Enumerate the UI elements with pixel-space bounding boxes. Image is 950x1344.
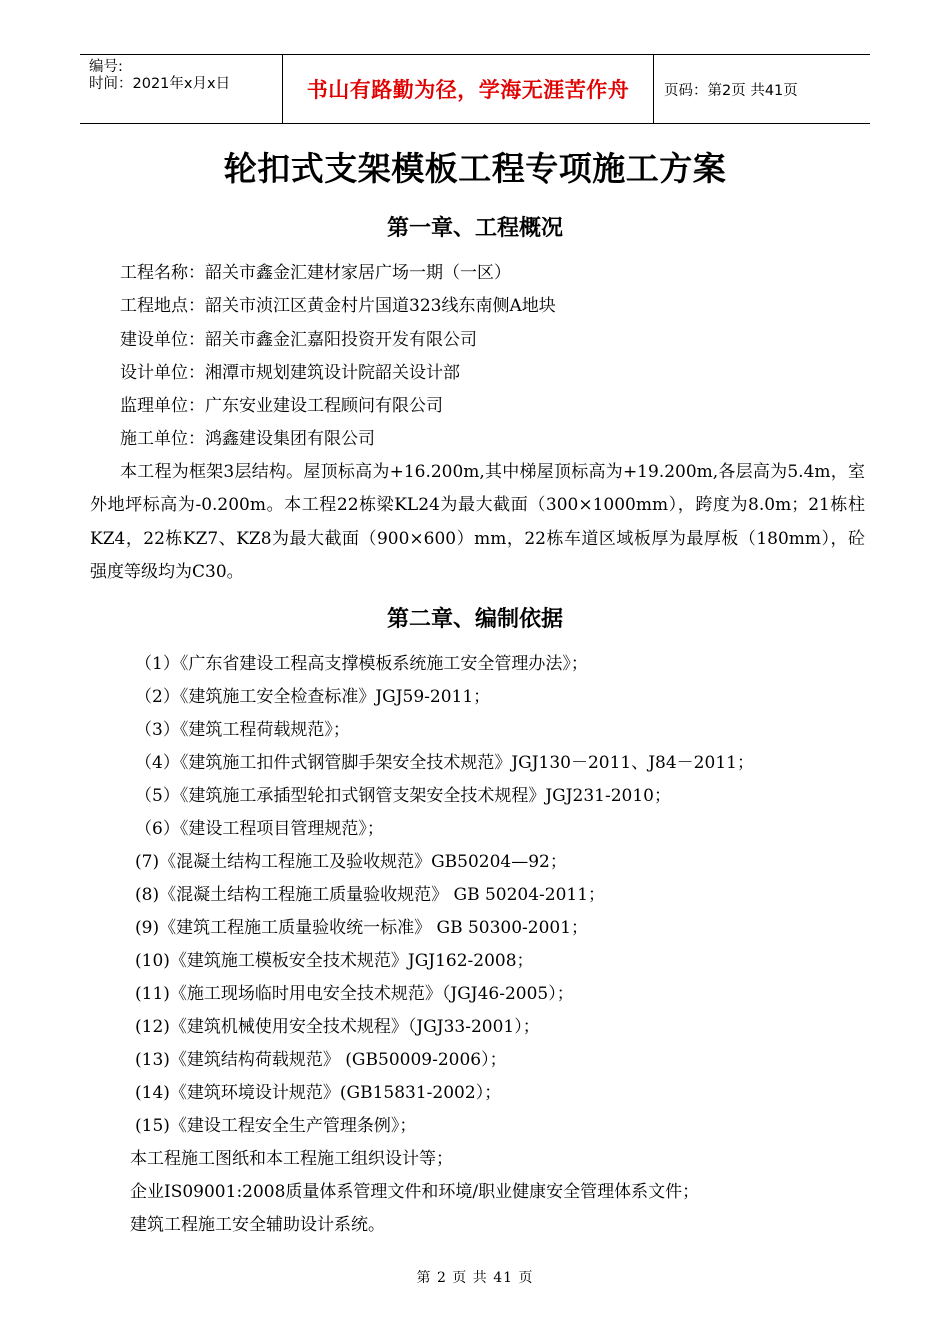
construction-unit: 施工单位：鸿鑫建设集团有限公司	[120, 429, 375, 449]
basis-item: （6）《建设工程项目管理规范》；	[135, 819, 384, 839]
basis-item: (9)《建筑工程施工质量验收统一标准》 GB 50300-2001；	[135, 918, 589, 938]
project-location: 工程地点：韶关市浈江区黄金村片国道323线东南侧A地块	[120, 296, 556, 316]
page-header	[80, 54, 870, 124]
basis-item: (13)《建筑结构荷载规范》 (GB50009-2006）；	[135, 1050, 507, 1070]
chapter2-heading: 第二章、编制依据	[386, 606, 563, 632]
construction-owner: 建设单位：韶关市鑫金汇嘉阳投资开发有限公司	[120, 330, 477, 350]
time-label: 时间：2021年x月x日	[89, 76, 231, 92]
basis-item: (10)《建筑施工模板安全技术规范》JGJ162-2008；	[135, 951, 534, 971]
basis-item: 本工程施工图纸和本工程施工组织设计等；	[130, 1149, 453, 1169]
basis-item: (15)《建设工程安全生产管理条例》；	[135, 1116, 417, 1136]
basis-item: (7)《混凝土结构工程施工及验收规范》GB50204—92；	[135, 852, 567, 872]
basis-item: (8)《混凝土结构工程施工质量验收规范》 GB 50204-2011；	[135, 885, 606, 905]
number-label: 编号:	[89, 59, 123, 75]
basis-item: (11)《施工现场临时用电安全技术规范》（JGJ46-2005）；	[135, 984, 574, 1004]
basis-item: 建筑工程施工安全辅助设计系统。	[130, 1215, 385, 1235]
basis-item: （4）《建筑施工扣件式钢管脚手架安全技术规范》JGJ130－2011、J84－2011；	[135, 753, 754, 773]
chapter1-heading: 第一章、工程概况	[386, 215, 563, 241]
header-motto: 书山有路勤为径，学海无涯苦作舟	[283, 55, 654, 123]
header-page-info: 页码：第2页 共41页	[664, 82, 798, 99]
project-description: 本工程为框架3层结构。屋顶标高为+16.200m,其中梯屋顶标高为+19.200m,各层高为5.4m，室外地坪标高为-0.200m。本工程22栋梁KL24为最大截面（300×1000mm），跨度为8.0m；21栋柱KZ4，22栋KZ7、KZ8为最大截面（900×600）mm，22栋车道区域板厚为最厚板（180mm），砼强度等级均为C30。	[90, 462, 865, 582]
document-title: 轮扣式支架模板工程专项施工方案	[223, 149, 727, 188]
basis-item: （3）《建筑工程荷载规范》；	[135, 720, 350, 740]
page-footer: 第 2 页 共 41 页	[416, 1270, 534, 1286]
basis-item: （2）《建筑施工安全检查标准》JGJ59-2011；	[135, 687, 491, 707]
supervision-unit: 监理单位：广东安业建设工程顾问有限公司	[120, 396, 443, 416]
basis-item: 企业IS09001:2008质量体系管理文件和环境/职业健康安全管理体系文件；	[130, 1182, 700, 1202]
basis-item: (14)《建筑环境设计规范》(GB15831-2002）；	[135, 1083, 502, 1103]
project-name: 工程名称：韶关市鑫金汇建材家居广场一期（一区）	[120, 263, 511, 283]
design-unit: 设计单位：湘潭市规划建筑设计院韶关设计部	[120, 363, 460, 383]
header-meta	[80, 55, 283, 123]
basis-item: （1）《广东省建设工程高支撑模板系统施工安全管理办法》；	[135, 654, 588, 674]
basis-item: (12)《建筑机械使用安全技术规程》（JGJ33-2001）；	[135, 1017, 540, 1037]
basis-item: （5）《建筑施工承插型轮扣式钢管支架安全技术规程》JGJ231-2010；	[135, 786, 671, 806]
